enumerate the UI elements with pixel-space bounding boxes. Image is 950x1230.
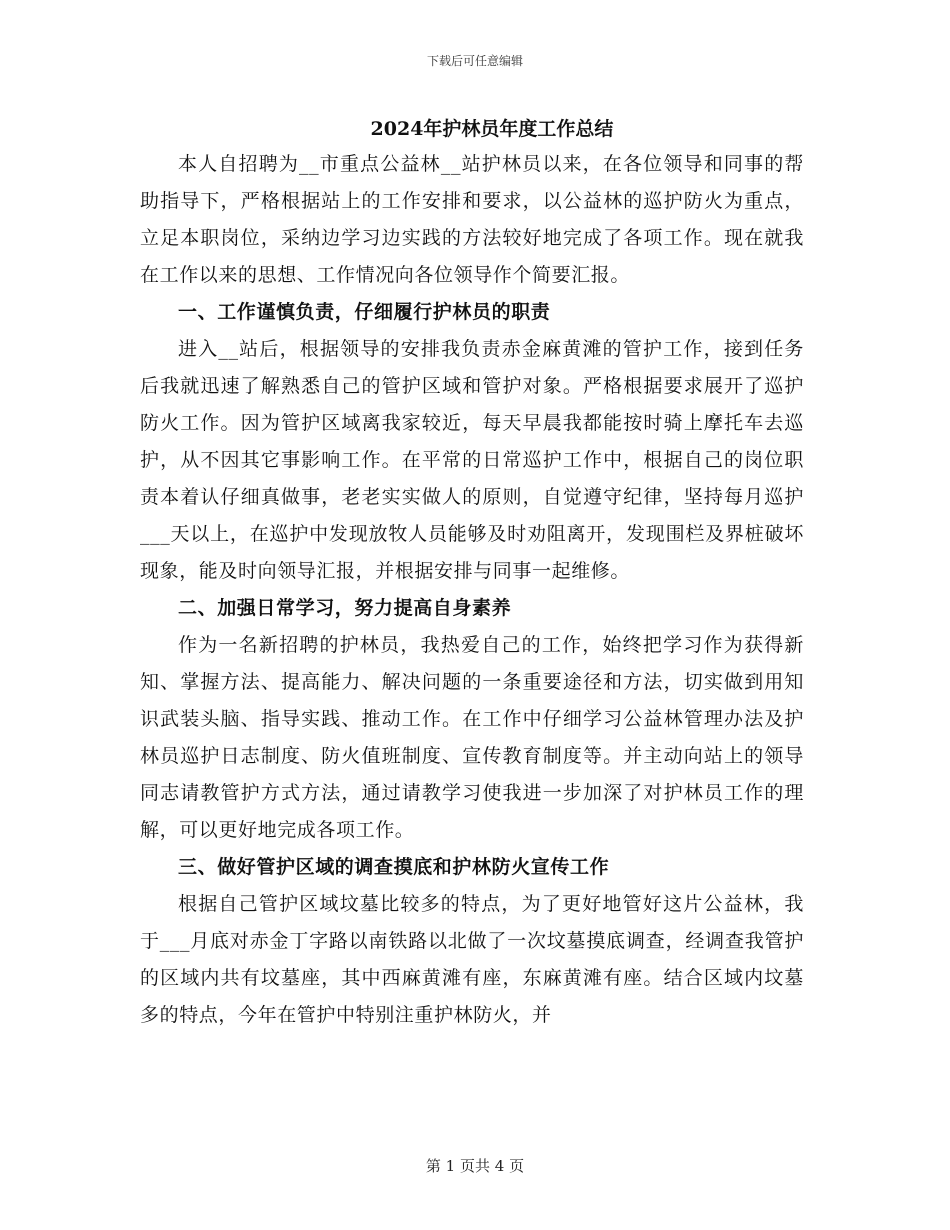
- intro-paragraph: 本人自招聘为__市重点公益林__站护林员以来，在各位领导和同事的帮助指导下，严格根据站上的工作安排和要求，以公益林的巡护防火为重点，立足本职岗位，采纳边学习边实践的方法较好地完成了各项工作。现在就我在工作以来的思想、工作情况向各位领导作个简要汇报。: [140, 153, 804, 286]
- section-heading-2: 二、加强日常学习，努力提高自身素养: [178, 597, 512, 619]
- section-body-1: 进入__站后，根据领导的安排我负责赤金麻黄滩的管护工作，接到任务后我就迅速了解熟悉自己的管护区域和管护对象。严格根据要求展开了巡护防火工作。因为管护区域离我家较近，每天早晨我都能按时骑上摩托车去巡护，从不因其它事影响工作。在平常的日常巡护工作中，根据自己的岗位职责本着认仔细真做事，老老实实做人的原则，自觉遵守纪律，坚持每月巡护___天以上，在巡护中发现放牧人员能够及时劝阻离开，发现围栏及界桩破坏现象，能及时向领导汇报，并根据安排与同事一起维修。: [140, 338, 804, 582]
- document-title: 2024年护林员年度工作总结: [370, 118, 614, 140]
- document-body: [140, 112, 804, 1034]
- section-heading-3: 三、做好管护区域的调查摸底和护林防火宣传工作: [178, 856, 610, 878]
- section-heading-1: 一、工作谨慎负责，仔细履行护林员的职责: [178, 301, 551, 323]
- section-body-3: 根据自己管护区域坟墓比较多的特点，为了更好地管好这片公益林，我于___月底对赤金丁字路以南铁路以北做了一次坟墓摸底调查，经调查我管护的区域内共有坟墓座，其中西麻黄滩有座，东麻黄滩有座。结合区域内坟墓多的特点，今年在管护中特别注重护林防火，并: [140, 893, 804, 1026]
- page-number: 第 1 页共 4 页: [425, 1157, 525, 1175]
- section-body-2: 作为一名新招聘的护林员，我热爱自己的工作，始终把学习作为获得新知、掌握方法、提高能力、解决问题的一条重要途径和方法，切实做到用知识武装头脑、指导实践、推动工作。在工作中仔细学习公益林管理办法及护林员巡护日志制度、防火值班制度、宣传教育制度等。并主动向站上的领导同志请教管护方式方法，通过请教学习使我进一步加深了对护林员工作的理解，可以更好地完成各项工作。: [140, 634, 804, 841]
- header-note: 下载后可任意编辑: [426, 54, 523, 68]
